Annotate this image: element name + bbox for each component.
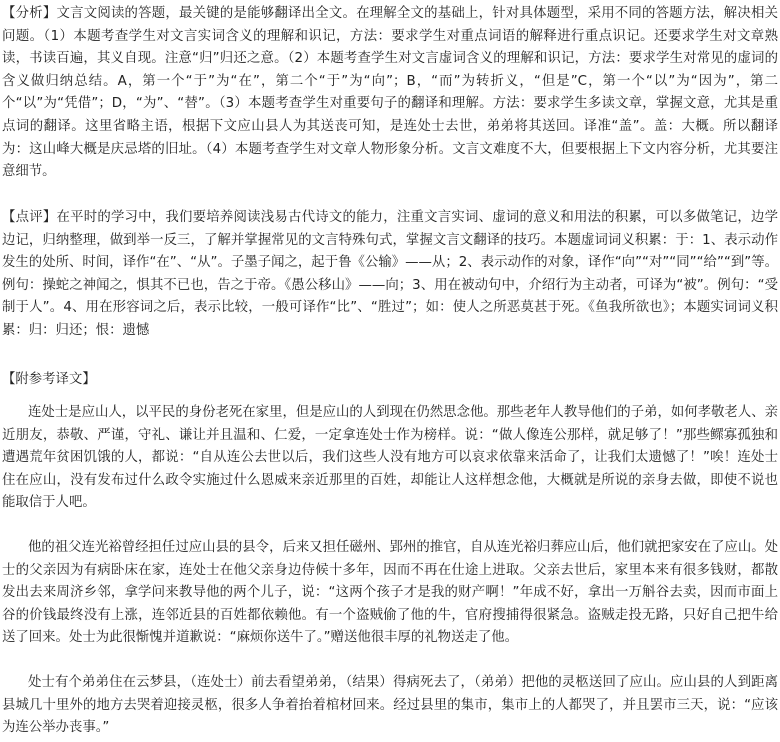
translation-heading: 【附参考译文】: [2, 372, 96, 387]
analysis-paragraph: 【分析】文言文阅读的答题，最关键的是能够翻译出全文。在理解全文的基础上，针对具体题型，采用不同的答题方法，解决相关问题。（1）本题考查学生对文言实词含义的理解和识记，方法：要求学生对重点词语的解释进行重点识记。还要求学生对文章熟读，书读百遍，其义自现。注意“归”归还之意。（2）本题考查学生对文言虚词含义的理解和识记，方法：要求学生对常见的虚词的含义做归纳总结。A，第一个“于”为“在”，第二个“于”为“向”；B，“而”为转折义，“但是”C，第一个“以”为“因为”，第二个“以”为“凭借”；D，“为”、“替”。（3）本题考查学生对重要句子的翻译和理解。方法：要求学生多读文章，掌握文意，尤其是重点词的翻译。这里省略主语，根据下文应山县人为其送丧可知，是连处士去世，弟弟将其送回。译准“盖”。盖：大概。所以翻译为：这山峰大概是庆忌塔的旧址。（4）本题考查学生对文章人物形象分析。文言文难度不大，但要根据上下文内容分析，尤其要注意细节。: [2, 6, 778, 180]
comment-paragraph: 【点评】在平时的学习中，我们要培养阅读浅易古代诗文的能力，注重文言实词、虚词的意义和用法的积累，可以多做笔记，边学边记，归纳整理，做到举一反三，了解并掌握常见的文言特殊句式，掌握文言文翻译的技巧。本题虚词词义积累：于：1、表示动作发生的处所、时间，译作“在”、“从”。子墨子闻之，起于鲁《公输》——从；2、表示动作的对象，译作“向”“对”“同”“给”“到”等。例句：操蛇之神闻之，惧其不已也，告之于帝。《愚公移山》——向；3、用在被动句中，介绍行为主动者，可译为“被”。例句：“受制于人”。4、用在形容词之后，表示比较，一般可译作“比”、“胜过”；如：使人之所恶莫甚于死。《鱼我所欲也》；本题实词词义积累：归：归还；恨：遗憾: [2, 210, 778, 338]
translation-paragraph-2: 他的祖父连光裕曾经担任过应山县的县令，后来又担任磁州、郢州的推官，自从连光裕归葬应山后，他们就把家安在了应山。处士的父亲因为有病卧床在家，连处士在他父亲身边侍候十多年，因而不再在仕途上进取。父亲去世后，家里本来有很多钱财，都散发出去来周济乡邻，拿学问来教导他的两个儿子，说：“这两个孩子才是我的财产啊！”年成不好，拿出一万斛谷去卖，因而市面上谷的价钱最终没有上涨，连邻近县的百姓都依赖他。有一个盗贼偷了他的牛，官府搜捕得很紧急。盗贼走投无路，只好自己把牛给送了回来。处士为此很惭愧并道歉说：“麻烦你送牛了。”赠送他很丰厚的礼物送走了他。: [2, 540, 778, 646]
translation-paragraph-3: 处士有个弟弟住在云梦县，（连处士）前去看望弟弟，（结果）得病死去了，（弟弟）把他的灵柩送回了应山。应山县的人到距离县城几十里外的地方去哭着迎接灵柩，很多人争着抬着棺材回来。经过县里的集市，集市上的人都哭了，并且罢市三天，说：“应该为连公举办丧事。”: [2, 675, 778, 736]
translation-paragraph-1: 连处士是应山人，以平民的身份老死在家里，但是应山的人到现在仍然思念他。那些老年人教导他们的子弟，如何孝敬老人、亲近朋友，恭敬、严谨，守礼、谦让并且温和、仁爱，一定拿连处士作为榜样。说：“做人像连公那样，就足够了！”那些鳏寡孤独和遭遇荒年贫困饥饿的人，都说：“自从连公去世以后，我们这些人没有地方可以哀求依靠来活命了，让我们太遗憾了！”唉！连处士住在应山，没有发布过什么政令实施过什么恩威来亲近那里的百姓，却能让人这样想念他，大概就是所说的亲身去做，即使不说也能取信于人吧。: [2, 405, 778, 511]
